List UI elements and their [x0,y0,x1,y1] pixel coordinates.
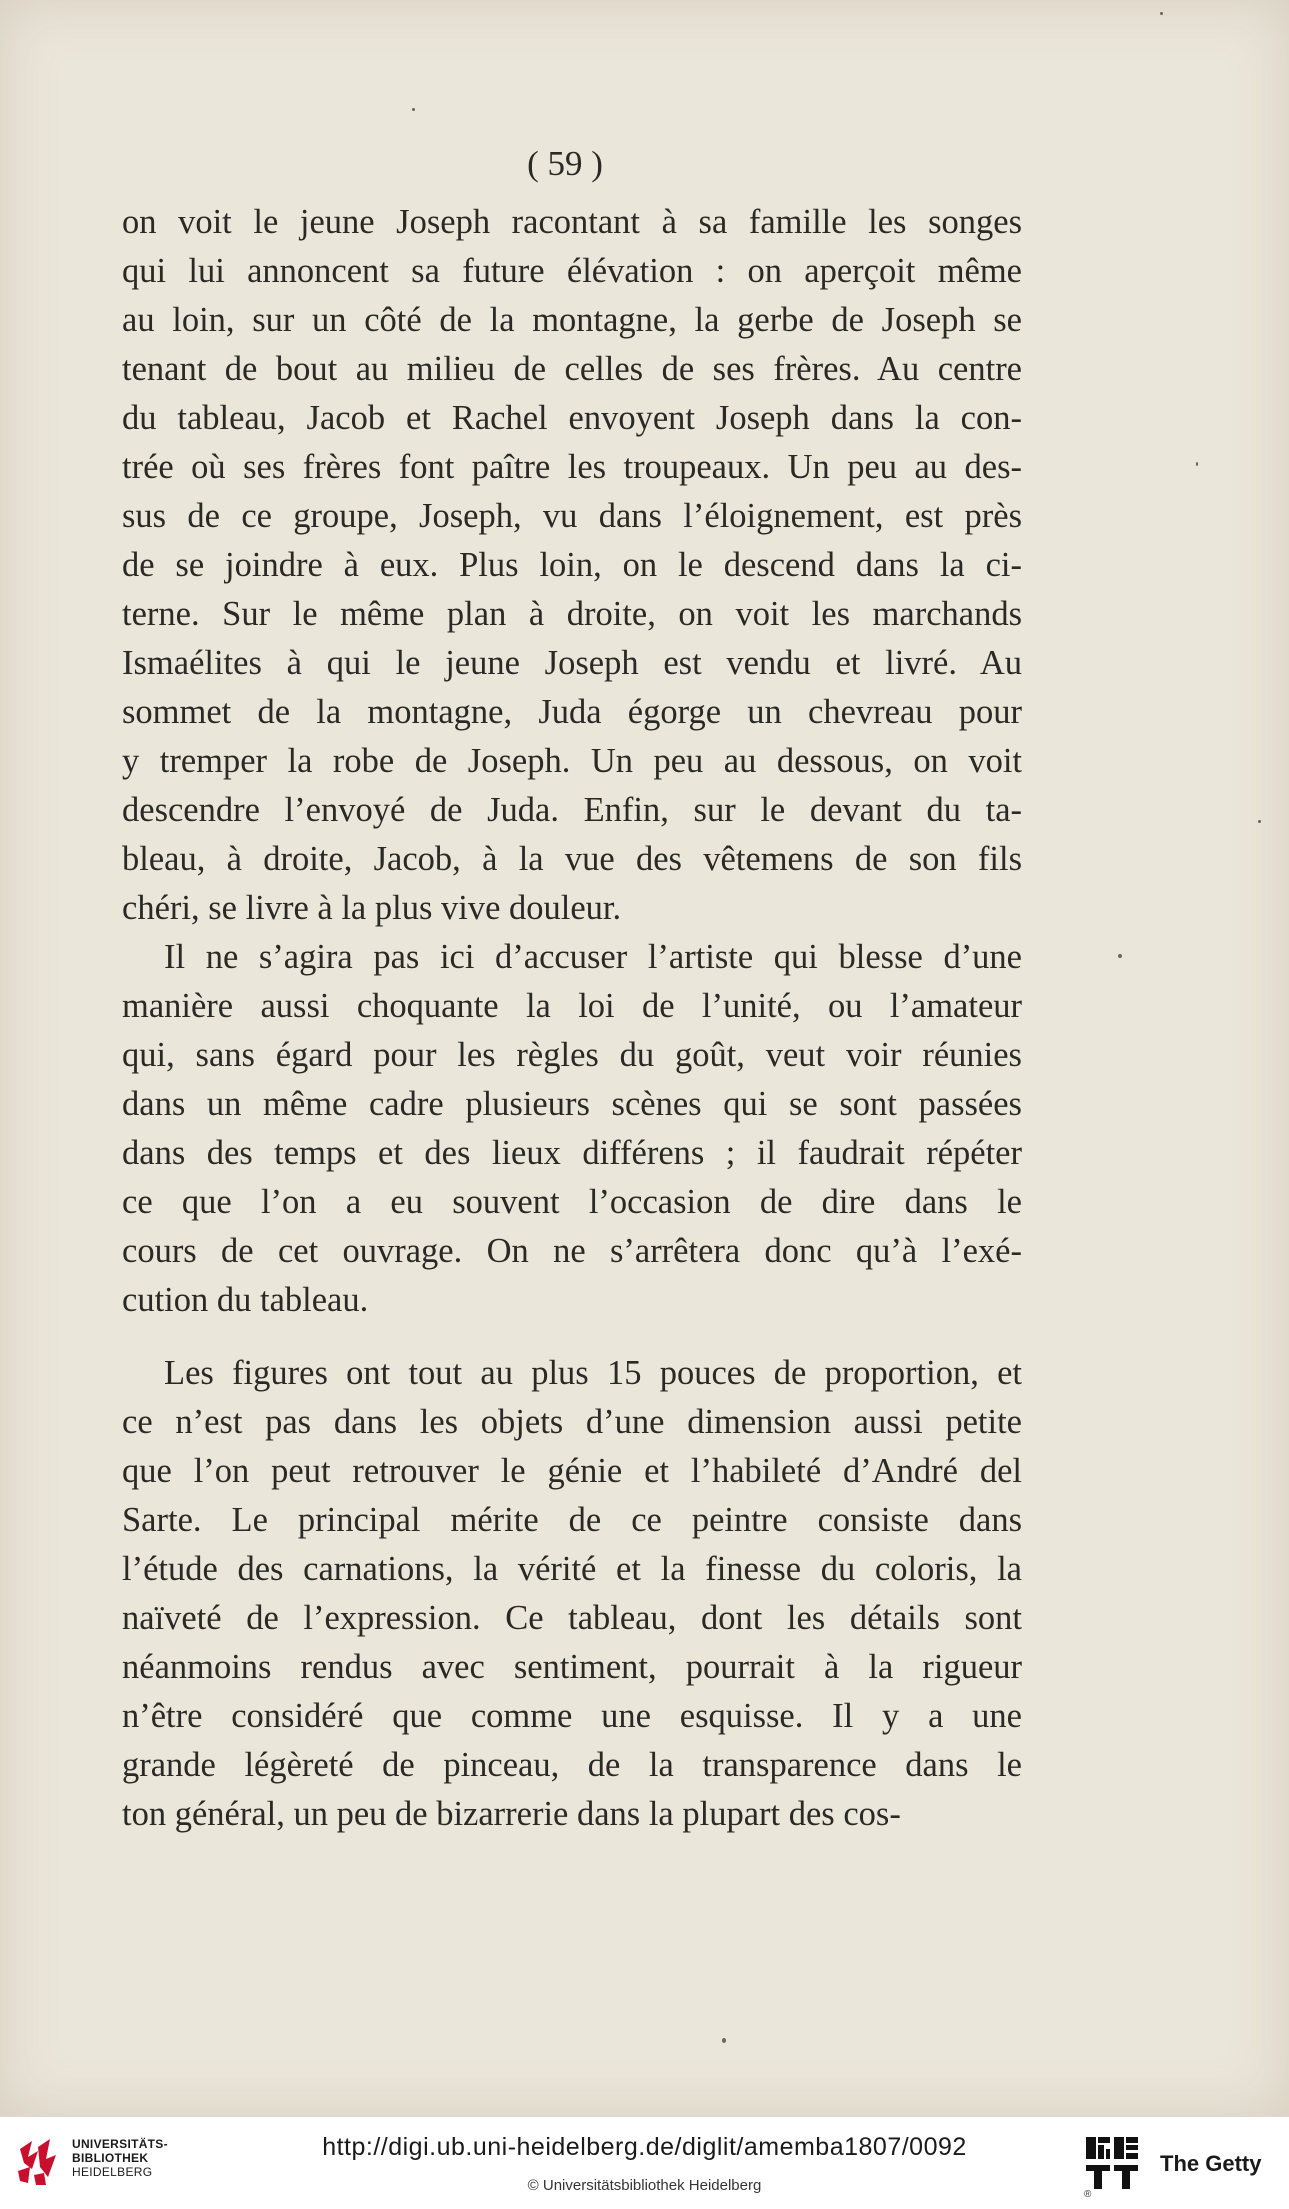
institution-line: HEIDELBERG [72,2165,153,2179]
text-line: l’étude des carnations, la vérité et la finesse du coloris, la [122,1550,1022,1588]
footer-bar [0,2116,1289,2209]
text-line: naïveté de l’expression. Ce tableau, dont les détails sont [122,1599,1022,1637]
body-text [122,198,1022,1839]
registered-mark: ® [1084,2189,1092,2200]
permalink-url[interactable]: http://digi.ub.uni-heidelberg.de/diglit/amemba1807/0092 [322,2133,967,2161]
text-line: au loin, sur un côté de la montagne, la gerbe de Joseph se [122,301,1022,339]
paragraph [122,1349,1022,1839]
text-line: n’être considéré que comme une esquisse. Il y a une [122,1697,1022,1735]
text-line: Les figures ont tout au plus 15 pouces de proportion, et [164,1354,1022,1392]
paragraph [122,933,1022,1325]
text-line: trée où ses frères font paître les troupeaux. Un peu au des- [122,448,1022,486]
text-line: qui, sans égard pour les règles du goût, veut voir réunies [122,1036,1022,1074]
institution-line: UNIVERSITÄTS- [72,2137,168,2151]
paper-speck [412,108,415,111]
text-line: chéri, se livre à la plus vive douleur. [122,889,622,927]
text-line: cours de cet ouvrage. On ne s’arrêtera donc qu’à l’exé- [122,1232,1022,1270]
text-line: sus de ce groupe, Joseph, vu dans l’éloignement, est près [122,497,1022,535]
text-line: ce que l’on a eu souvent l’occasion de dire dans le [122,1183,1022,1221]
text-line: Il ne s’agira pas ici d’accuser l’artiste qui blesse d’une [164,938,1022,976]
text-line: qui lui annoncent sa future élévation : on aperçoit même [122,252,1022,290]
text-line: sommet de la montagne, Juda égorge un chevreau pour [122,693,1022,731]
text-line: descendre l’envoyé de Juda. Enfin, sur le devant du ta- [122,791,1022,829]
text-line: bleau, à droite, Jacob, à la vue des vêtemens de son fils [122,840,1022,878]
text-line: tenant de bout au milieu de celles de ses frères. Au centre [122,350,1022,388]
text-line: du tableau, Jacob et Rachel envoyent Joseph dans la con- [122,399,1022,437]
text-line: ton général, un peu de bizarrerie dans la plupart des cos- [122,1795,901,1833]
text-line: manière aussi choquante la loi de l’unité, ou l’amateur [122,987,1022,1025]
paper-speck [722,2038,726,2043]
text-line: ce n’est pas dans les objets d’une dimension aussi petite [122,1403,1022,1441]
paper-speck [1258,820,1261,823]
copyright-notice: © Universitätsbibliothek Heidelberg [527,2177,762,2194]
text-line: cution du tableau. [122,1281,369,1319]
text-line: grande légèreté de pinceau, de la transparence dans le [122,1746,1022,1784]
paper-speck [1196,462,1198,466]
text-line: que l’on peut retrouver le génie et l’habileté d’André del [122,1452,1022,1490]
paper-speck [1160,12,1163,15]
getty-label: The Getty [1160,2151,1262,2176]
text-line: terne. Sur le même plan à droite, on voit les marchands [122,595,1022,633]
text-line: Ismaélites à qui le jeune Joseph est vendu et livré. Au [122,644,1022,682]
text-line: néanmoins rendus avec sentiment, pourrait à la rigueur [122,1648,1022,1686]
text-line: Sarte. Le principal mérite de ce peintre consiste dans [122,1501,1022,1539]
text-line: dans un même cadre plusieurs scènes qui se sont passées [122,1085,1022,1123]
text-line: dans des temps et des lieux différens ; il faudrait répéter [122,1134,1022,1172]
institution-line: BIBLIOTHEK [72,2151,149,2165]
getty-logo-icon [1084,2135,1142,2193]
paper-speck [1118,954,1122,958]
text-line: de se joindre à eux. Plus loin, on le descend dans la ci- [122,546,1022,584]
page-number: ( 59 ) [527,144,603,183]
paragraph [122,198,1022,933]
text-line: on voit le jeune Joseph racontant à sa famille les songes [122,203,1022,241]
text-line: y tremper la robe de Joseph. Un peu au dessous, on voit [122,742,1022,780]
